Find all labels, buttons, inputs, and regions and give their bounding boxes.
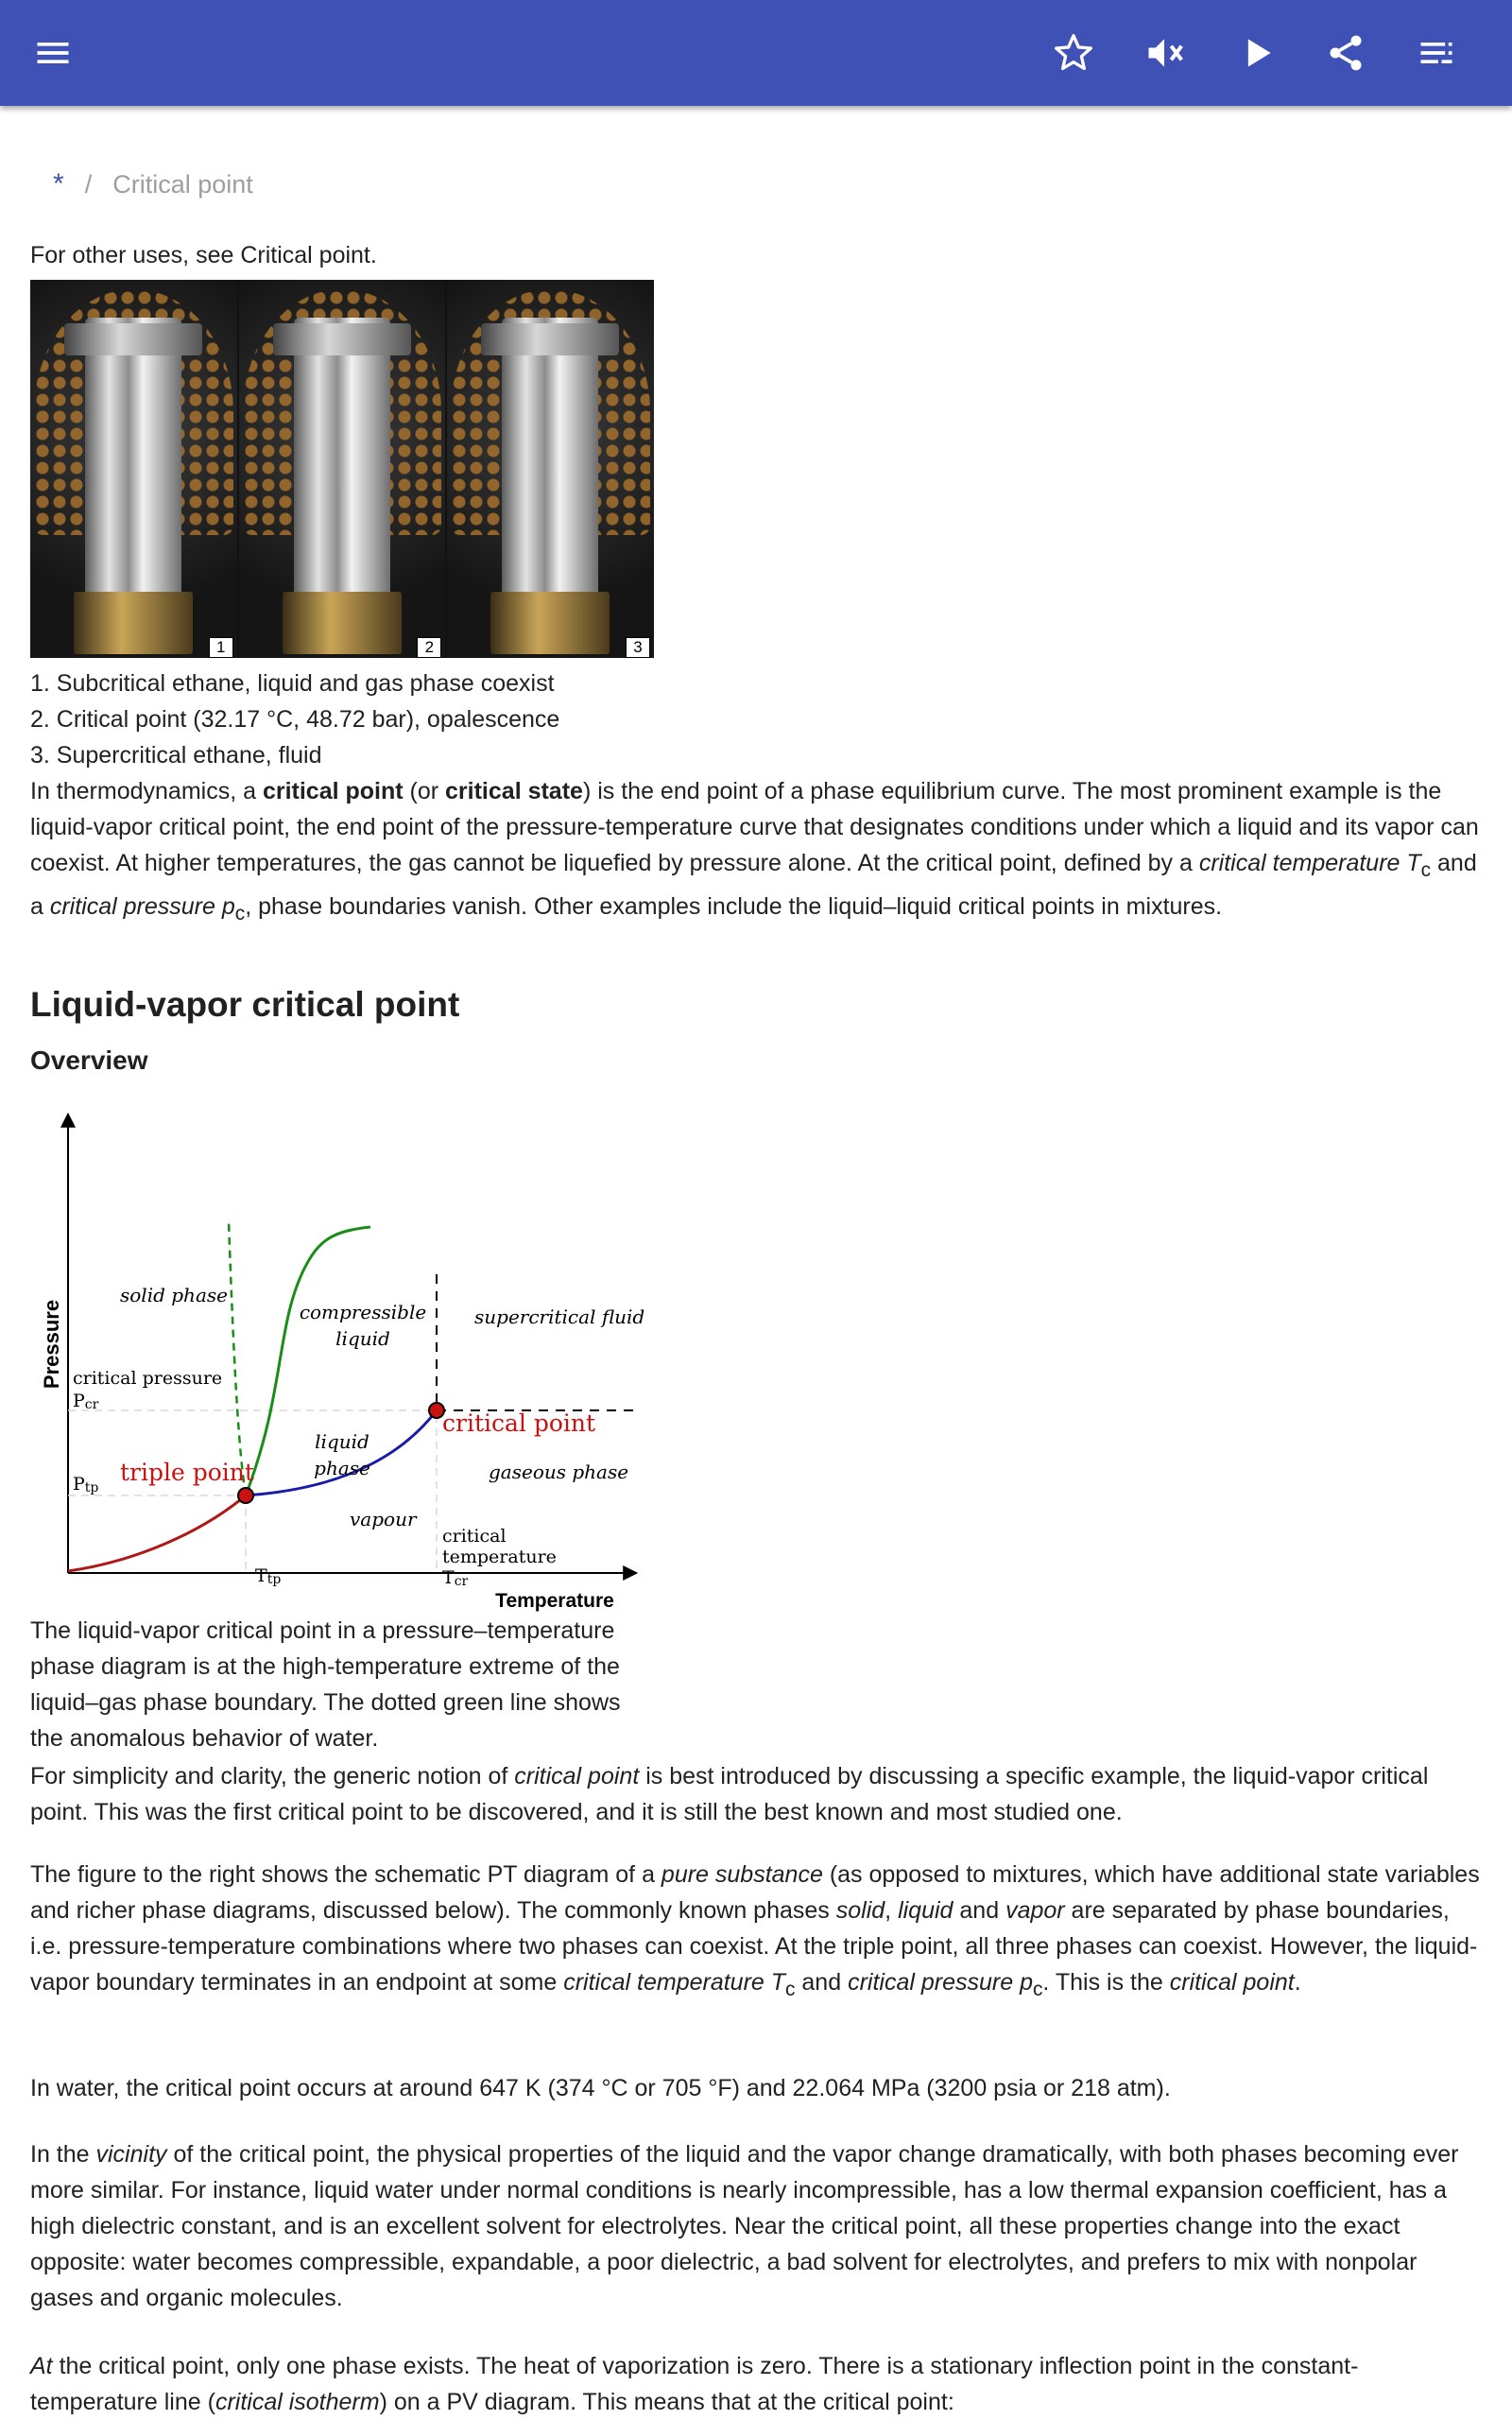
menu-icon	[32, 32, 74, 74]
paragraph-simplicity: For simplicity and clarity, the generic notion of critical point is best introduced by discussing a specific example, the liquid-vapor critical point. This was the first critical point to be discovered, and it is still the best known and most studied one.	[30, 1763, 1429, 1825]
play-button[interactable]	[1228, 25, 1285, 81]
photo-captions	[30, 666, 559, 773]
breadcrumb-current: Critical point	[112, 169, 253, 199]
share-icon	[1325, 32, 1366, 74]
section-heading: Liquid-vapor critical point	[30, 985, 460, 1024]
photo-label: 2	[417, 637, 441, 658]
paragraph-at-critical-point: At the critical point, only one phase exists. The heat of vaporization is zero. There is a stationary inflection point in the constant-temperature line (critical isotherm) on a PV diagram. This means that at the critical point:	[30, 2353, 1359, 2415]
mute-icon	[1143, 32, 1185, 74]
caption-line: 2. Critical point (32.17 °C, 48.72 bar), opalescence	[30, 706, 560, 733]
critical-pressure-label: critical pressure	[73, 1368, 223, 1389]
compressible-liquid-label: liquid	[335, 1327, 390, 1350]
photo-panel-2	[239, 280, 446, 658]
solid-phase-label: solid phase	[120, 1284, 228, 1306]
menu-button[interactable]	[25, 25, 81, 81]
supercritical-fluid-label: supercritical fluid	[474, 1305, 645, 1328]
photo-label: 1	[209, 637, 233, 658]
triple-point-marker	[238, 1488, 253, 1503]
compressible-liquid-label: compressible	[299, 1301, 427, 1323]
photo-label: 3	[626, 637, 650, 658]
p-cr-label: Pcr	[73, 1391, 99, 1412]
bookmark-button[interactable]	[1045, 25, 1102, 81]
share-button[interactable]	[1317, 25, 1374, 81]
breadcrumb-separator: /	[84, 169, 93, 199]
critical-point-label: critical point	[442, 1409, 596, 1437]
diagram-caption: The liquid-vapor critical point in a pressure–temperature phase diagram is at the high-temperature extreme of the liquid–gas phase boundary. The dotted green line shows the anomalous behavior of water.	[30, 1617, 621, 1752]
photo-panel-1	[30, 280, 237, 658]
p-tp-label: Ptp	[73, 1474, 99, 1495]
liquid-vapor-curve	[246, 1410, 437, 1495]
star-icon	[1053, 32, 1094, 74]
t-tp-label: Ttp	[255, 1565, 282, 1587]
x-axis-label: Temperature	[495, 1590, 614, 1612]
table-of-contents-button[interactable]	[1408, 25, 1465, 81]
paragraph-pt-diagram: The figure to the right shows the schematic PT diagram of a pure substance (as opposed to mixtures, which have additional state variables and richer phase diagrams, discussed below). The commonly known phases solid, liquid and vapor are separated by phase boundaries, i.e. pressure-temperature combinations where two phases can coexist. At the triple point, all three phases can coexist. However, the liquid-vapor boundary terminates in an endpoint at some critical temperature $T_c$ and critical pressure $p_c$. This is the critical point.	[30, 1861, 1480, 2000]
triple-point-label: triple point	[120, 1459, 254, 1486]
solid-vapor-curve	[68, 1495, 246, 1571]
t-cr-label: Tcr	[442, 1567, 469, 1589]
breadcrumb-home[interactable]: *	[53, 168, 64, 199]
hatnote[interactable]: For other uses, see Critical point.	[30, 242, 377, 268]
gaseous-phase-label: gaseous phase	[489, 1461, 629, 1483]
y-axis-label: Pressure	[40, 1299, 63, 1390]
ethane-photo[interactable]	[30, 280, 654, 658]
subsection-heading: Overview	[30, 1046, 148, 1075]
paragraph-vicinity: In the vicinity of the critical point, the physical properties of the liquid and the vapor change dramatically, with both phases becoming ever more similar. For instance, liquid water under normal conditions is nearly incompressible, has a low thermal expansion coefficient, has a high dielectric constant, and is an excellent solvent for electrolytes. Near the critical point, all these properties change into the exact opposite: water becomes compressible, expandable, a poor dielectric, a bad solvent for electrolytes, and prefers to mix with nonpolar gases and organic molecules.	[30, 2141, 1459, 2311]
app-bar	[0, 0, 1512, 106]
caption-line: 1. Subcritical ethane, liquid and gas phase coexist	[30, 670, 555, 697]
phase-diagram-svg	[30, 1089, 654, 1618]
liquid-phase-label: liquid	[315, 1430, 369, 1453]
photo-panel-3	[447, 280, 654, 658]
play-icon	[1236, 32, 1278, 74]
breadcrumb	[53, 168, 253, 200]
caption-line: 3. Supercritical ethane, fluid	[30, 742, 322, 769]
mute-button[interactable]	[1136, 25, 1193, 81]
critical-temperature-label: critical	[442, 1526, 507, 1547]
intro-paragraph: In thermodynamics, a critical point (or critical state) is the end point of a phase equilibrium curve. The most prominent example is the liquid-vapor critical point, the end point of the pressure-temperature curve that designates conditions under which a liquid and its vapor can coexist. At higher temperatures, the gas cannot be liquefied by pressure alone. At the critical point, defined by a critical temperature $T_c$ and a critical pressure $p_c$, phase boundaries vanish. Other examples include the liquid–liquid critical points in mixtures.	[30, 778, 1479, 925]
liquid-phase-label: phase	[314, 1457, 370, 1479]
water-anomaly-curve	[229, 1221, 246, 1495]
vapour-label: vapour	[350, 1508, 417, 1530]
critical-temperature-label: temperature	[442, 1547, 557, 1567]
solid-liquid-curve	[246, 1227, 370, 1495]
paragraph-water: In water, the critical point occurs at around 647 K (374 °C or 705 °F) and 22.064 MPa (3200 psia or 218 atm).	[30, 2075, 1171, 2101]
playlist-icon	[1416, 32, 1457, 74]
